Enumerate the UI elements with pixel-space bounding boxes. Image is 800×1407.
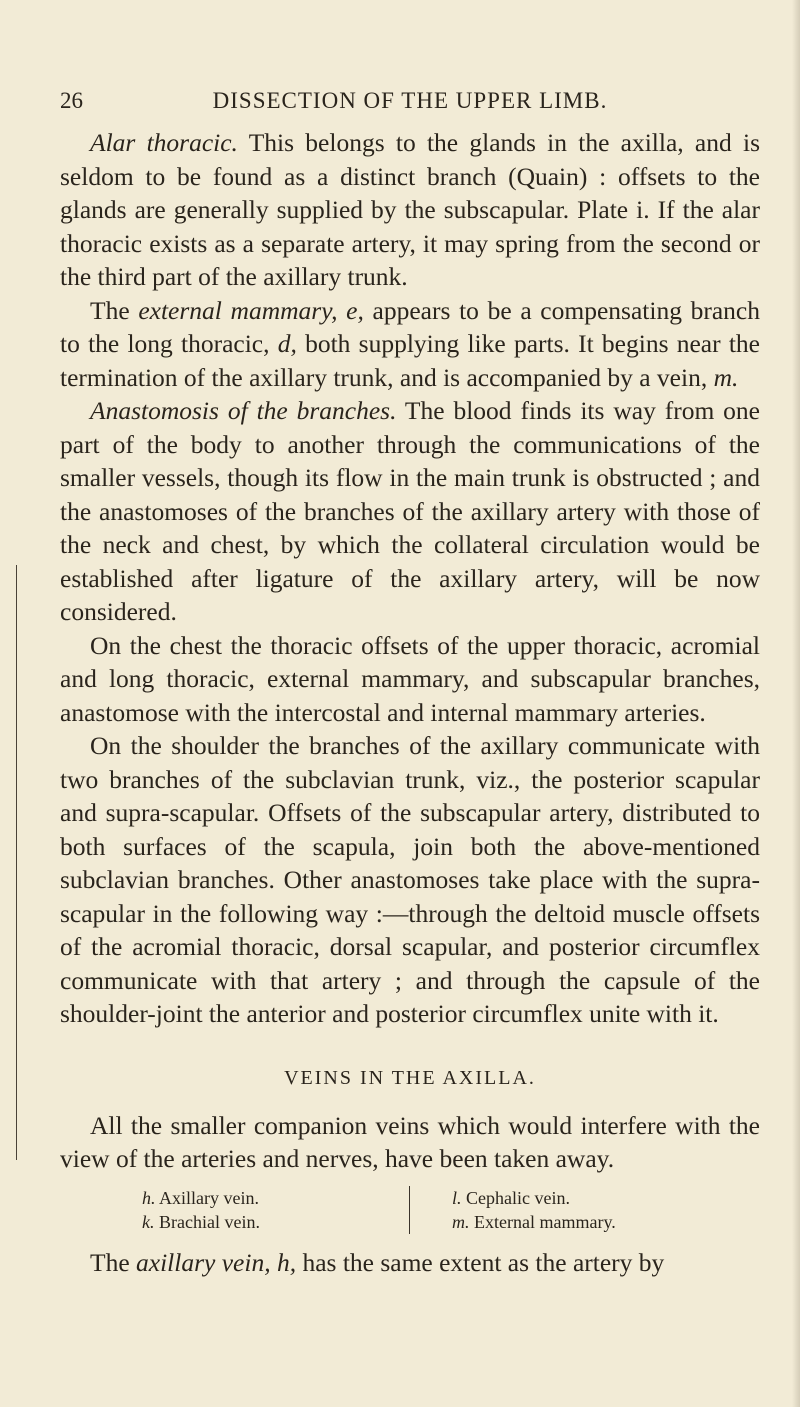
text-run: The xyxy=(90,295,139,325)
body-text xyxy=(60,126,760,1279)
italic-term: external mammary, xyxy=(138,295,338,325)
page-edge-shadow xyxy=(792,0,800,1407)
legend-item xyxy=(142,1210,409,1234)
paragraph-axillary-vein xyxy=(60,1246,760,1280)
figure-legend xyxy=(60,1186,760,1234)
legend-letter: l. xyxy=(452,1187,462,1208)
italic-letter: h, xyxy=(276,1247,297,1277)
italic-letter: e, xyxy=(346,295,364,325)
margin-bracket-mark xyxy=(16,565,25,1160)
page-number: 26 xyxy=(60,88,83,113)
legend-label: External mammary. xyxy=(474,1211,616,1232)
section-heading: VEINS IN THE AXILLA. xyxy=(284,1066,536,1089)
legend-label: Brachial vein. xyxy=(159,1211,260,1232)
legend-letter: k. xyxy=(142,1211,155,1232)
text-run xyxy=(338,296,347,325)
paragraph-text: The blood finds its way from one part of the body to another through the communications of the smaller vessels, though its flow in the main trunk is obstructed ; and the anastomoses of the branches of the axillary artery with those of the neck and chest, by which the collateral circulation would be established after ligature of the axillary artery, will be now considered. xyxy=(60,396,761,626)
text-run: both supplying like parts. It begins near the termination of the axillary trunk, and is accompanied by a vein, xyxy=(60,329,760,392)
paragraph-shoulder: On the shoulder the branches of the axillary communicate with two branches of the subclavian trunk, viz., the posterior scapular and supra-scapular. Offsets of the subscapular artery, distributed to both surfaces of the scapula, join both the above-mentioned subclavian branches. Other anastomoses take place with the supra-scapular in the following way :—through the deltoid muscle offsets of the acromial thoracic, dorsal scapular, and posterior circumflex communicate with that artery ; and through the capsule of the shoulder-joint the anterior and posterior circumflex unite with it. xyxy=(60,731,760,1028)
paragraph-external-mammary xyxy=(60,294,760,395)
legend-item xyxy=(452,1186,760,1210)
running-head xyxy=(60,88,760,118)
text-run: appears to be a compensating branch to the long thoracic, xyxy=(60,295,760,358)
legend-label: Cephalic vein. xyxy=(466,1187,570,1208)
legend-column-left xyxy=(60,1186,410,1234)
italic-letter: m. xyxy=(713,362,739,392)
legend-label: Axillary vein. xyxy=(159,1187,259,1208)
paragraph-lead: Alar thoracic. xyxy=(90,128,238,157)
paragraph-anastomosis xyxy=(60,394,760,629)
paragraph-companion-veins: All the smaller companion veins which would interfere with the view of the arteries and nerves, have been taken away. xyxy=(60,1110,760,1173)
running-title: DISSECTION OF THE UPPER LIMB. xyxy=(212,88,608,113)
paragraph-chest: On the chest the thoracic offsets of the upper thoracic, acromial and long thoracic, external mammary, and subscapular branches, anastomose with the intercostal and internal mammary arteries. xyxy=(60,630,760,727)
legend-letter: h. xyxy=(142,1187,156,1208)
italic-term: axillary vein, xyxy=(136,1247,271,1277)
text-run: has the same extent as the artery by xyxy=(296,1247,665,1277)
legend-item xyxy=(452,1210,760,1234)
paragraph-alar-thoracic xyxy=(60,126,760,294)
italic-letter: d, xyxy=(277,329,297,358)
legend-item xyxy=(142,1186,409,1210)
paragraph-lead: Anastomosis of the branches. xyxy=(90,396,397,425)
text-run: The xyxy=(90,1247,137,1277)
paragraph-text: This belongs to the glands in the axilla, and is seldom to be found as a distinct branch (Quain) : offsets to the glands are generally supplied by the subscapular. Plate i. If the alar thoracic exists as a separate artery, it may spring from the second or the third part of the axillary trunk. xyxy=(60,128,760,291)
legend-letter: m. xyxy=(452,1211,470,1232)
legend-column-right xyxy=(410,1186,760,1234)
